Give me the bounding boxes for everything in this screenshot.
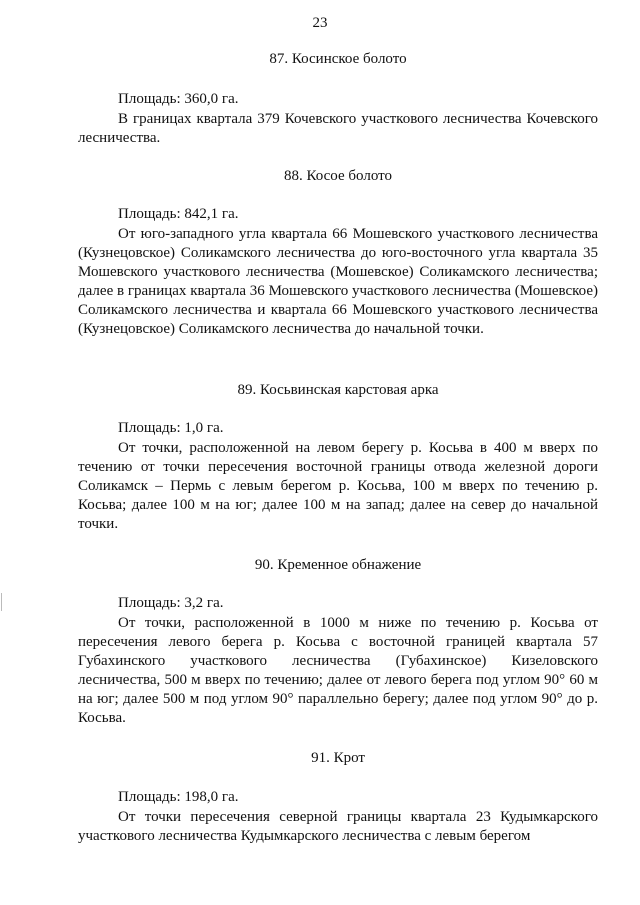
section-title-88: 88. Косое болото	[284, 168, 392, 184]
section-text-88: От юго-западного угла квартала 66 Мошевского участкового лесничества (Кузнецовское) Соликамского лесничества до юго-восточного угла квартала 35 Мошевского участкового лесничества (Мошевское) Соликамского лесничества; далее в границах квартала 36 Мошевского участкового лесничества (Мошевское) Соликамского лесничества и квартала 66 Мошевского участкового лесничества (Кузнецовское) Соликамского лесничества до начальной точки.	[78, 226, 598, 337]
page-number: 23	[312, 15, 328, 31]
section-area-87: Площадь: 360,0 га.	[118, 91, 239, 107]
section-title-90: 90. Кременное обнажение	[254, 557, 422, 573]
section-area-89: Площадь: 1,0 га.	[118, 420, 224, 436]
scan-edge-mark	[1, 593, 2, 611]
section-title-91: 91. Крот	[311, 750, 365, 766]
section-area-88: Площадь: 842,1 га.	[118, 206, 239, 222]
section-area-90: Площадь: 3,2 га.	[118, 595, 224, 611]
section-text-90: От точки, расположенной в 1000 м ниже по течению р. Косьва от пересечения левого берега р. Косьва с восточной границей квартала 57 Губахинского участкового лесничества (Губахинское) Кизеловского лесничества, 500 м вверх по течению; далее от левого берега под углом 90° 60 м на юг; далее 500 м под углом 90° параллельно берегу; далее под углом 90° до р. Косьва.	[78, 615, 598, 726]
section-text-91: От точки пересечения северной границы квартала 23 Кудымкарского участкового лесничества Кудымкарского лесничества с левым берегом	[78, 809, 598, 844]
section-text-89: От точки, расположенной на левом берегу р. Косьва в 400 м вверх по течению от точки пересечения восточной границы отвода железной дороги Соликамск – Пермь с левым берегом р. Косьва, 100 м вверх по течению р. Косьва; далее 100 м на юг; далее 100 м на запад; далее на север до начальной точки.	[78, 440, 598, 532]
section-text-87: В границах квартала 379 Кочевского участкового лесничества Кочевского лесничества.	[78, 111, 598, 146]
section-title-89: 89. Косьвинская карстовая арка	[237, 382, 439, 398]
section-title-87: 87. Косинское болото	[269, 51, 407, 67]
section-area-91: Площадь: 198,0 га.	[118, 789, 239, 805]
